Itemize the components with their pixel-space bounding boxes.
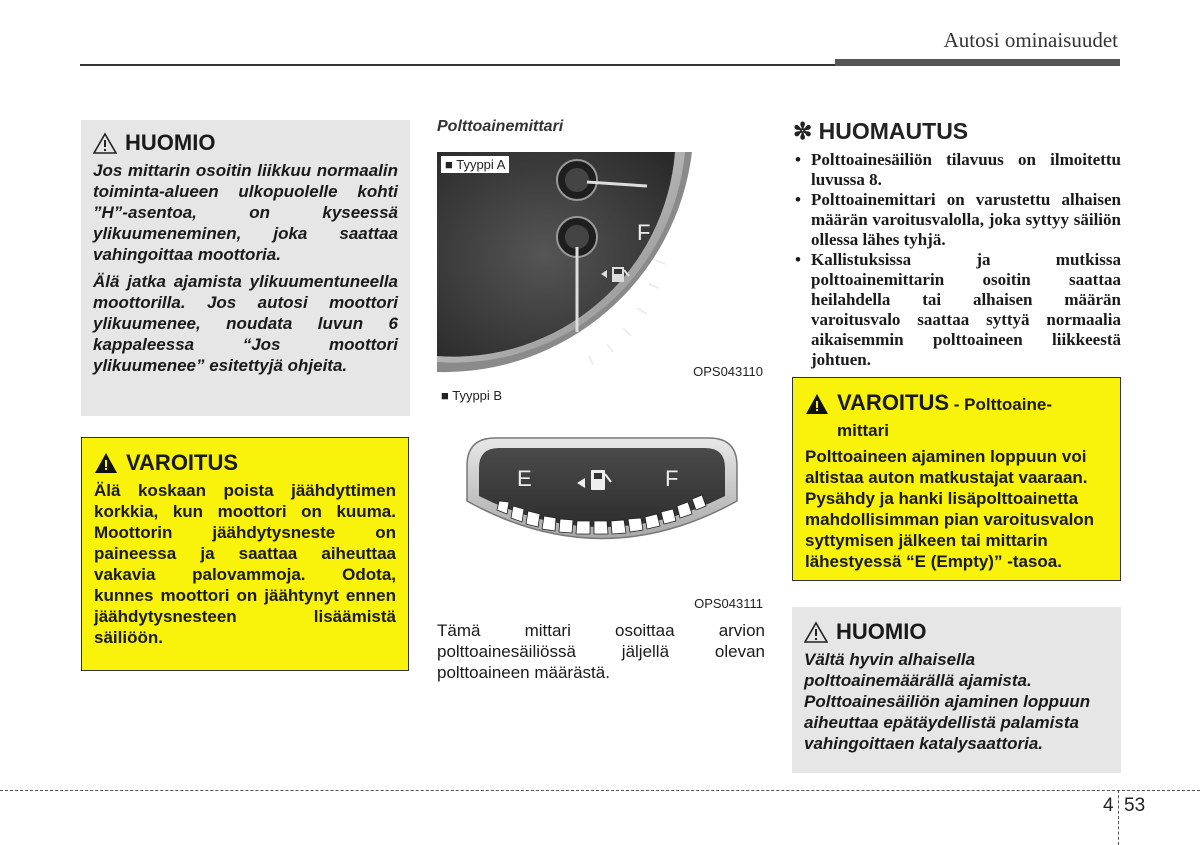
header-title: Autosi ominaisuudet — [943, 28, 1118, 52]
varoitus-text-right: Polttoaineen ajaminen loppuun voi altistaa auton matkustajat vaaraan. Pysähdy ja hanki lisäpolttoainetta mahdollisimman pian varoitusvalon syttymisen jälkeen tai mittarin lähestyessä “E (Empty)” -tasoa. — [805, 447, 1095, 571]
huomio-text-right: Vältä hyvin alhaisella polttoainemäärällä ajamista. Polttoainesäiliön ajaminen loppuun aiheuttaa epätäydellistä palamista vahingoittaen katalysaattoria. — [804, 650, 1091, 753]
gauge-description: Tämä mittari osoittaa arvion polttoainesäiliössä jäljellä olevan polttoaineen määrästä. — [437, 621, 765, 682]
chapter-number: 4 — [1103, 795, 1114, 816]
section-title: Polttoainemittari — [437, 118, 564, 135]
note-list — [793, 150, 1121, 370]
gauge-b-e-label: E — [517, 466, 532, 491]
varoitus-title-main-right: VAROITUS — [837, 390, 950, 415]
note-item-1: • Polttoainesäiliön tilavuus on ilmoitettu luvussa 8. — [793, 150, 1121, 190]
varoitus-title-sub2-right: mittari — [837, 421, 889, 440]
footer-dashed-divider — [1118, 790, 1119, 845]
figure-a-code: OPS043110 — [693, 364, 763, 379]
varoitus-title-sub-right: - Polttoaine- — [949, 395, 1052, 414]
varoitus-title-left — [94, 450, 396, 476]
huomio-title-text-left: HUOMIO — [125, 130, 216, 155]
note-title: ✼ HUOMAUTUS — [793, 118, 969, 144]
caution-icon — [804, 621, 828, 643]
figure-b-code: OPS043111 — [694, 596, 763, 611]
gauge-a-illustration — [437, 152, 765, 382]
footer-dashed-rule — [0, 790, 1200, 791]
gauge-b-f-label: F — [665, 466, 679, 491]
gauge-b-illustration — [437, 406, 765, 606]
varoitus-paragraph-left: Älä koskaan poista jäähdyttimen korkkia, kun moottori on kuuma. Moottorin jäähdytysneste on paineessa ja saattaa aiheuttaa vakavia palovammoja. Odota, kunnes moottori on jäähtynyt ennen jäähdytysnesteen lisäämistä säiliöön. — [94, 481, 396, 647]
caution-icon — [93, 132, 117, 154]
varoitus-title-right — [805, 390, 1108, 442]
note-item-2: • Polttoainemittari on varustettu alhaisen määrän varoitusvalolla, joka syttyy säiliön ollessa lähes tyhjä. — [793, 190, 1121, 250]
header-rule — [80, 64, 835, 66]
varoitus-title-block-right — [837, 390, 1052, 442]
huomio-paragraph-1: Jos mittarin osoitin liikkuu normaalin toiminta-alueen ulkopuolelle kohti ”H”-asentoa, on kyseessä ylikuumeneminen, joka saattaa vahingoittaa moottoria. — [93, 161, 398, 264]
figure-a-label: ■ Tyyppi A — [441, 156, 509, 173]
varoitus-title-text-left: VAROITUS — [126, 450, 239, 475]
figure-type-a — [437, 152, 765, 382]
huomio-box-left — [81, 120, 410, 416]
gauge-a-f-label: F — [637, 220, 651, 245]
varoitus-box-left — [81, 437, 409, 671]
note-item-3: • Kallistuksissa ja mutkissa polttoainemittarin osoitin saattaa heilahdella tai alhaisen määrän varoitusvalo saattaa syttyä normaalia aikaisemmin polttoaineen liikkeestä johtuen. — [793, 250, 1121, 370]
header-bar — [835, 59, 1120, 66]
huomio-title-left — [93, 130, 398, 156]
huomio-box-right — [792, 607, 1121, 773]
huomio-title-right — [804, 619, 1109, 645]
huomio-paragraph-2: Älä jatka ajamista ylikuumentuneella moottorilla. Jos autosi moottori ylikuumenee, noudata luvun 6 kappaleessa “Jos moottori ylikuumenee” esitettyjä ohjeita. — [93, 272, 398, 375]
warning-icon — [805, 393, 829, 415]
page-number: 53 — [1124, 795, 1146, 816]
figure-type-b — [437, 386, 765, 612]
figure-b-label: ■ Tyyppi B — [441, 388, 503, 403]
warning-icon — [94, 452, 118, 474]
huomio-title-text-right: HUOMIO — [836, 619, 927, 644]
varoitus-box-right — [792, 377, 1121, 581]
